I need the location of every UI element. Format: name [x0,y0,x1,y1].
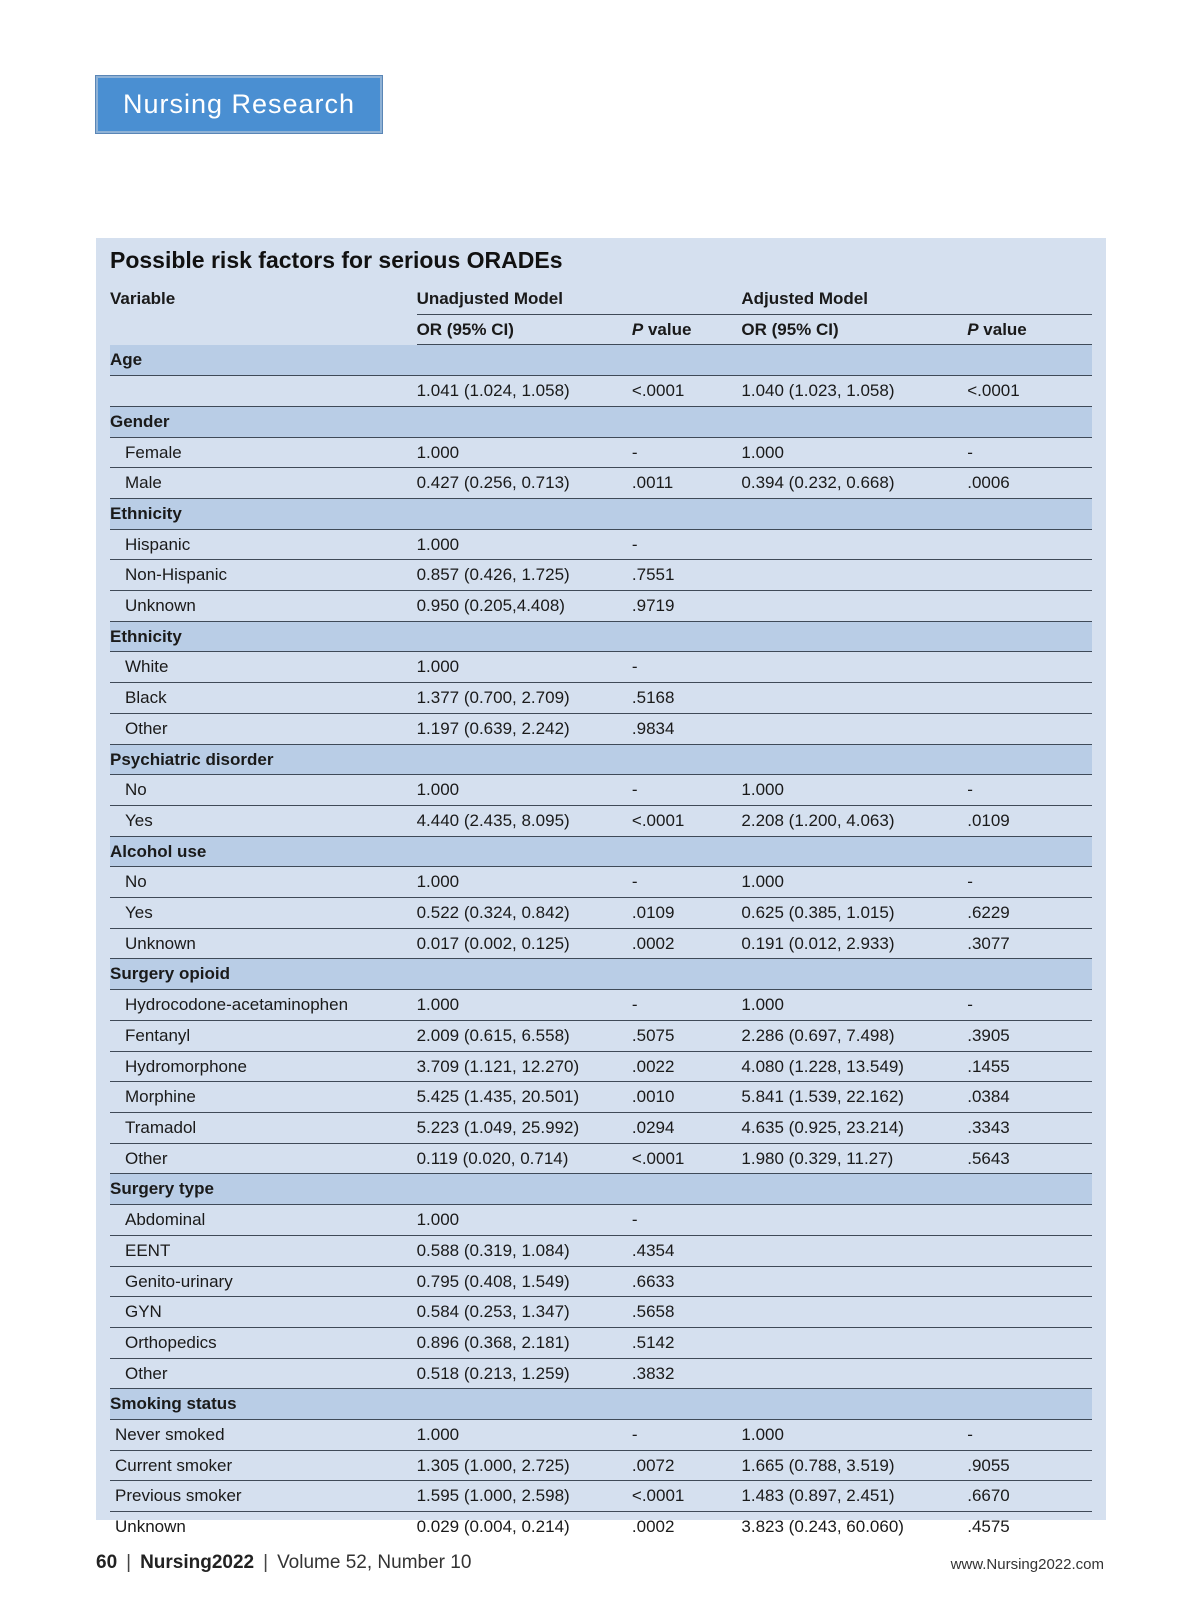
unadjusted-or-cell: 0.017 (0.002, 0.125) [417,928,632,959]
table-row [110,1112,1092,1143]
adjusted-or-cell [741,1297,967,1328]
adjusted-p-cell: .4575 [967,1517,1010,1537]
adjusted-or-cell: 1.000 [741,775,967,806]
adjusted-or-cell [741,713,967,744]
variable-cell: Fentanyl [110,1020,417,1051]
unadjusted-p-cell: <.0001 [632,805,741,836]
adjusted-p-cell: - [967,775,1092,806]
col-unadjusted-model: Unadjusted Model [417,284,742,314]
unadjusted-or-cell: 0.896 (0.368, 2.181) [417,1327,632,1358]
unadjusted-or-cell: 1.041 (1.024, 1.058) [417,376,632,407]
p-word: value [978,319,1027,339]
adjusted-or-cell [741,1358,967,1389]
unadjusted-p-cell: .5168 [632,683,741,714]
table-row [110,652,1092,683]
unadjusted-or-cell: 1.000 [417,1420,632,1451]
variable-cell: Current smoker [110,1450,417,1481]
table-header-row-metrics [110,314,1092,345]
adjusted-p-cell [967,529,1092,560]
table-row [110,437,1092,468]
group-label: Psychiatric disorder [110,744,1092,775]
adjusted-p-cell: .3343 [967,1112,1092,1143]
table-row [110,683,1092,714]
unadjusted-or-cell: 0.029 (0.004, 0.214) [416,1517,570,1537]
variable-cell: Genito-urinary [110,1266,417,1297]
table-group-row [110,836,1092,867]
unadjusted-or-cell: 3.709 (1.121, 12.270) [417,1051,632,1082]
adjusted-p-cell [967,713,1092,744]
table-row [110,1082,1092,1113]
adjusted-p-cell: .1455 [967,1051,1092,1082]
table-group-row [110,1389,1092,1420]
section-tag [96,76,382,133]
table-row [110,1420,1092,1451]
page-footer [96,1552,471,1574]
unadjusted-p-cell: .4354 [632,1235,741,1266]
variable-cell: Female [110,437,417,468]
variable-cell: Morphine [110,1082,417,1113]
unadjusted-p-cell: .5075 [632,1020,741,1051]
variable-cell [110,376,417,407]
adjusted-or-cell: 1.665 (0.788, 3.519) [741,1450,967,1481]
unadjusted-or-cell: 1.595 (1.000, 2.598) [417,1481,632,1512]
variable-cell: Other [110,1358,417,1389]
table-row [110,898,1092,929]
variable-cell: White [110,652,417,683]
col-adjusted-p [967,314,1092,345]
table-row [110,1205,1092,1236]
unadjusted-or-cell: 0.119 (0.020, 0.714) [417,1143,632,1174]
unadjusted-or-cell: 1.000 [417,775,632,806]
table-row [110,928,1092,959]
variable-cell: Abdominal [110,1205,417,1236]
footer-separator: | [126,1552,132,1573]
table-row [110,529,1092,560]
adjusted-p-cell [967,1266,1092,1297]
unadjusted-p-cell: .0011 [632,468,741,499]
adjusted-or-cell: 1.000 [741,990,967,1021]
variable-cell: Hydrocodone-acetaminophen [110,990,417,1021]
adjusted-p-cell [967,1297,1092,1328]
adjusted-or-cell: 1.000 [741,437,967,468]
magazine-name: Nursing2022 [140,1552,255,1573]
adjusted-p-cell: - [967,867,1092,898]
adjusted-or-cell: 0.625 (0.385, 1.015) [741,898,967,929]
adjusted-p-cell [967,1327,1092,1358]
table-group-row [110,345,1092,376]
variable-cell: EENT [110,1235,417,1266]
adjusted-or-cell: 4.635 (0.925, 23.214) [741,1112,967,1143]
unadjusted-or-cell: 1.000 [417,867,632,898]
unadjusted-p-cell: - [632,652,741,683]
unadjusted-p-cell: - [632,990,741,1021]
adjusted-or-cell: 4.080 (1.228, 13.549) [741,1051,967,1082]
variable-cell: Tramadol [110,1112,417,1143]
unadjusted-p-cell: .0002 [631,1517,675,1537]
adjusted-p-cell: .5643 [967,1143,1092,1174]
p-letter: P [967,319,979,339]
adjusted-or-cell: 2.208 (1.200, 4.063) [741,805,967,836]
variable-cell: Previous smoker [110,1481,417,1512]
unadjusted-p-cell: .0010 [632,1082,741,1113]
unadjusted-p-cell: .0022 [632,1051,741,1082]
table-row [110,1020,1092,1051]
adjusted-p-cell: .9055 [967,1450,1092,1481]
col-variable-spacer [110,314,417,345]
table-row [110,1327,1092,1358]
table-row [110,867,1092,898]
unadjusted-or-cell: 0.857 (0.426, 1.725) [417,560,632,591]
p-word: value [643,319,692,339]
unadjusted-or-cell: 1.377 (0.700, 2.709) [417,683,632,714]
adjusted-p-cell [967,652,1092,683]
variable-cell: Non-Hispanic [110,560,417,591]
unadjusted-p-cell: .0294 [632,1112,741,1143]
adjusted-p-cell: .3077 [967,928,1092,959]
unadjusted-p-cell: .5658 [632,1297,741,1328]
unadjusted-or-cell: 1.000 [417,990,632,1021]
col-adjusted-model: Adjusted Model [741,284,1092,314]
col-unadjusted-p [632,314,741,345]
unadjusted-p-cell: .0109 [632,898,741,929]
variable-cell: Hydromorphone [110,1051,417,1082]
table-row [110,1481,1092,1512]
unadjusted-p-cell: .6633 [632,1266,741,1297]
adjusted-p-cell: .6229 [967,898,1092,929]
unadjusted-or-cell: 1.000 [417,437,632,468]
unadjusted-or-cell: 2.009 (0.615, 6.558) [417,1020,632,1051]
adjusted-or-cell: 0.394 (0.232, 0.668) [741,468,967,499]
col-adjusted-or: OR (95% CI) [741,314,967,345]
variable-cell: Other [110,1143,417,1174]
table-row [110,805,1092,836]
table-row [110,468,1092,499]
risk-factors-table [110,284,1092,1542]
group-label: Ethnicity [110,498,1092,529]
unadjusted-p-cell: - [632,1420,741,1451]
website-url: www.Nursing2022.com [950,1556,1104,1573]
adjusted-p-cell: <.0001 [967,376,1092,407]
col-variable: Variable [110,289,176,309]
unadjusted-p-cell: .9834 [632,713,741,744]
table-row [110,775,1092,806]
adjusted-p-cell: - [967,990,1092,1021]
variable-cell: Yes [110,898,417,929]
risk-factors-panel [96,238,1106,1537]
unadjusted-p-cell: - [632,775,741,806]
variable-cell: GYN [110,1297,417,1328]
section-tag-label: Nursing Research [122,89,356,119]
adjusted-p-cell [967,1205,1092,1236]
adjusted-p-cell [967,1235,1092,1266]
table-header-row-models [110,284,1092,314]
unadjusted-or-cell: 0.427 (0.256, 0.713) [417,468,632,499]
variable-cell: No [110,867,417,898]
variable-cell: Never smoked [110,1420,417,1451]
adjusted-p-cell [967,683,1092,714]
adjusted-or-cell [741,683,967,714]
table-row [110,1512,1092,1542]
table-row [110,1235,1092,1266]
unadjusted-p-cell: .9719 [632,591,741,622]
variable-cell: Unknown [115,1517,186,1537]
unadjusted-or-cell: 1.305 (1.000, 2.725) [417,1450,632,1481]
table-group-row [110,406,1092,437]
adjusted-or-cell: 1.040 (1.023, 1.058) [741,376,967,407]
variable-cell: Other [110,713,417,744]
adjusted-p-cell: - [967,437,1092,468]
adjusted-or-cell: 5.841 (1.539, 22.162) [741,1082,967,1113]
adjusted-or-cell [741,529,967,560]
table-row [110,1051,1092,1082]
table-row [110,1297,1092,1328]
footer-separator: | [263,1552,269,1573]
unadjusted-or-cell: 0.518 (0.213, 1.259) [417,1358,632,1389]
p-letter: P [631,319,644,339]
unadjusted-p-cell: <.0001 [632,1143,741,1174]
adjusted-or-cell: 2.286 (0.697, 7.498) [741,1020,967,1051]
table-row [110,560,1092,591]
table-group-row [110,744,1092,775]
unadjusted-p-cell: .0002 [632,928,741,959]
table-group-row [110,959,1092,990]
adjusted-or-cell [741,1205,967,1236]
unadjusted-or-cell: 5.223 (1.049, 25.992) [417,1112,632,1143]
col-unadjusted-or: OR (95% CI) [417,314,632,345]
unadjusted-or-cell: 0.522 (0.324, 0.842) [417,898,632,929]
variable-cell: Male [110,468,417,499]
unadjusted-or-cell: 0.588 (0.319, 1.084) [417,1235,632,1266]
unadjusted-or-cell: 1.000 [417,529,632,560]
table-row [110,990,1092,1021]
adjusted-p-cell [967,1358,1092,1389]
table-row [110,376,1092,407]
group-label: Gender [110,406,1092,437]
group-label: Surgery type [110,1174,1092,1205]
unadjusted-p-cell: - [632,437,741,468]
adjusted-p-cell: .0109 [967,805,1092,836]
adjusted-or-cell: 1.980 (0.329, 11.27) [741,1143,967,1174]
unadjusted-p-cell: - [632,529,741,560]
table-group-row [110,498,1092,529]
adjusted-or-cell: 1.000 [741,1420,967,1451]
unadjusted-p-cell: <.0001 [632,1481,741,1512]
adjusted-or-cell: 1.483 (0.897, 2.451) [741,1481,967,1512]
unadjusted-or-cell: 1.197 (0.639, 2.242) [417,713,632,744]
unadjusted-or-cell: 0.950 (0.205,4.408) [417,591,632,622]
adjusted-p-cell: .6670 [967,1481,1092,1512]
group-label: Alcohol use [110,836,1092,867]
unadjusted-p-cell: - [632,1205,741,1236]
adjusted-p-cell: .3905 [967,1020,1092,1051]
unadjusted-or-cell: 1.000 [417,1205,632,1236]
adjusted-or-cell [741,1235,967,1266]
variable-cell: Black [110,683,417,714]
unadjusted-p-cell: - [632,867,741,898]
table-body [110,345,1092,1542]
page-number: 60 [96,1552,118,1573]
unadjusted-or-cell: 0.584 (0.253, 1.347) [417,1297,632,1328]
adjusted-p-cell: - [967,1420,1092,1451]
variable-cell: Unknown [110,591,417,622]
table-row [110,591,1092,622]
group-label: Surgery opioid [110,959,1092,990]
adjusted-or-cell: 0.191 (0.012, 2.933) [741,928,967,959]
adjusted-or-cell [741,1266,967,1297]
table-row [110,1143,1092,1174]
adjusted-p-cell: .0384 [967,1082,1092,1113]
table-row [110,1266,1092,1297]
adjusted-or-cell [741,652,967,683]
adjusted-or-cell [741,560,967,591]
issue-info: Volume 52, Number 10 [277,1552,472,1573]
group-label: Age [110,345,1092,376]
adjusted-or-cell [741,591,967,622]
table-row [110,1358,1092,1389]
unadjusted-p-cell: .5142 [632,1327,741,1358]
adjusted-p-cell [967,591,1092,622]
group-label: Ethnicity [110,621,1092,652]
group-label: Smoking status [110,1389,1092,1420]
variable-cell: Orthopedics [110,1327,417,1358]
table-title: Possible risk factors for serious ORADEs [110,247,563,273]
variable-cell: Hispanic [110,529,417,560]
table-group-row [110,621,1092,652]
unadjusted-or-cell: 1.000 [417,652,632,683]
variable-cell: Unknown [110,928,417,959]
adjusted-or-cell: 1.000 [741,867,967,898]
unadjusted-or-cell: 5.425 (1.435, 20.501) [417,1082,632,1113]
unadjusted-p-cell: .7551 [632,560,741,591]
adjusted-p-cell [967,560,1092,591]
table-group-row [110,1174,1092,1205]
unadjusted-or-cell: 4.440 (2.435, 8.095) [417,805,632,836]
adjusted-or-cell: 3.823 (0.243, 60.060) [741,1517,904,1537]
unadjusted-p-cell: <.0001 [632,376,741,407]
adjusted-p-cell: .0006 [967,468,1092,499]
variable-cell: Yes [110,805,417,836]
variable-cell: No [110,775,417,806]
table-row [110,713,1092,744]
unadjusted-p-cell: .0072 [632,1450,741,1481]
unadjusted-p-cell: .3832 [632,1358,741,1389]
unadjusted-or-cell: 0.795 (0.408, 1.549) [417,1266,632,1297]
table-row [110,1450,1092,1481]
adjusted-or-cell [741,1327,967,1358]
